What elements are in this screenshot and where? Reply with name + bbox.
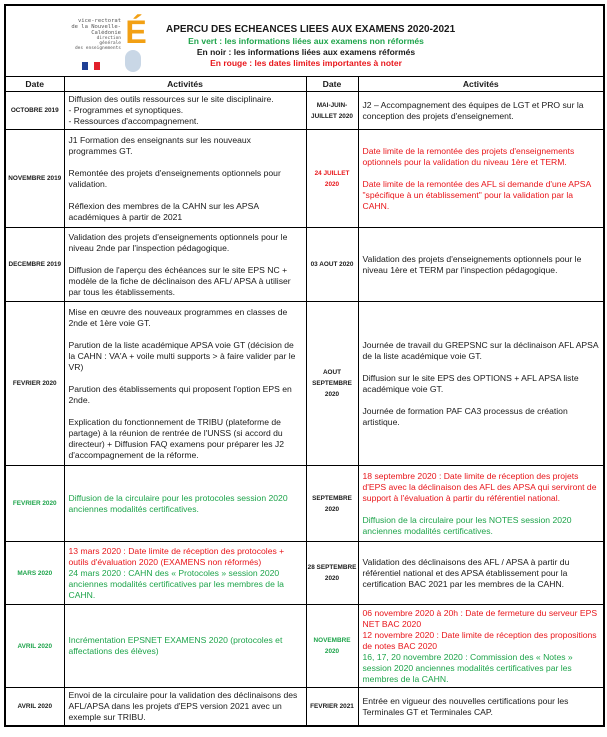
- table-row: [5, 542, 604, 605]
- activity-line: Envoi de la circulaire pour la validation des déclinaisons des AFL/APSA dans les projets d'EPS version 2021 avec un exemple sur TRIBU.: [68, 690, 298, 722]
- activity-line: Date limite de la remontée des projets d'enseignements optionnels pour la validation du niveau 1ère et TERM.: [362, 145, 575, 167]
- activity-line: Incrémentation EPSNET EXAMENS 2020 (protocoles et affectations des élèves): [68, 635, 283, 656]
- date-cell: FEVRIER 2020: [5, 302, 64, 466]
- date-cell: NOVEMBRE 2020: [306, 605, 358, 688]
- activity-paragraph: [363, 696, 600, 718]
- activities-cell: [64, 130, 306, 228]
- activity-line: 24 mars 2020 : CAHN des « Protocoles » session 2020 anciennes modalités certificatives par les membres de la CAHN.: [68, 567, 284, 600]
- document-page: [4, 4, 603, 724]
- activity-line: 13 mars 2020 : Date limite de réception des protocoles + outils d'évaluation 2020 (EXAMENS non réformés): [68, 545, 285, 567]
- title-block: [156, 24, 456, 69]
- activities-cell: [64, 302, 306, 466]
- activity-line: Date limite de la remontée des AFL si demande d'une APSA "spécifique à un établissement" pour la validation par la CAHN.: [362, 178, 591, 211]
- activity-line: 16, 17, 20 novembre 2020 : Commission des « Notes » session 2020 anciennes modalités certificatives par les membres de la CAHN.: [362, 651, 573, 684]
- activities-cell: [358, 466, 604, 542]
- activities-cell: [64, 605, 306, 688]
- activities-cell: [358, 228, 604, 302]
- activity-line: Entrée en vigueur des nouvelles certifications pour les Terminales GT et Terminales CAP.: [362, 695, 569, 717]
- date-cell: AOUT SEPTEMBRE 2020: [306, 302, 358, 466]
- activity-line: J1 Formation des enseignants sur les nouveaux programmes GT.: [68, 134, 251, 156]
- activity-line: Mise en œuvre des nouveaux programmes en classes de 2nde et 1ère voie GT.: [68, 306, 288, 328]
- vice-rectorat-logo: [50, 12, 155, 74]
- logo-line: de la Nouvelle-Calédonie: [71, 24, 121, 36]
- activities-cell: [64, 466, 306, 542]
- activity-paragraph: [69, 493, 302, 515]
- nouvelle-caledonie-emblem-icon: [125, 50, 141, 72]
- activity-paragraph: [363, 406, 600, 428]
- table-row: [5, 302, 604, 466]
- legend-black: En noir : les informations liées aux examens réformés: [196, 47, 416, 57]
- activity-line: Parution de la liste académique APSA voie GT (décision de la CAHN : VA'A + voile multi supports > à faire valider par le VR): [68, 339, 296, 372]
- activity-paragraph: [363, 630, 600, 652]
- legend-red: En rouge : les dates limites importantes à noter: [210, 58, 402, 68]
- activity-paragraph: [363, 515, 600, 537]
- table-row: [5, 130, 604, 228]
- activities-cell: [64, 228, 306, 302]
- activity-paragraph: [363, 179, 600, 212]
- logo-line: des enseignements: [74, 46, 121, 51]
- activity-paragraph: [363, 100, 600, 122]
- activity-line: Réflexion des membres de la CAHN sur les APSA académiques à partir de 2021: [68, 200, 259, 222]
- table-row: [5, 605, 604, 688]
- activities-cell: [64, 542, 306, 605]
- logo-line: vice-rectorat: [77, 18, 121, 24]
- activity-line: 06 novembre 2020 à 20h : Date de fermeture du serveur EPS NET BAC 2020: [362, 607, 598, 629]
- activity-paragraph: [69, 417, 302, 461]
- logo-line: générale: [99, 41, 121, 46]
- activities-cell: [358, 605, 604, 688]
- date-cell: 24 JUILLET 2020: [306, 130, 358, 228]
- table-body: [5, 92, 604, 727]
- activity-paragraph: [69, 265, 302, 298]
- activity-line: Diffusion de la circulaire pour les protocoles session 2020 anciennes modalités certificatives.: [68, 492, 288, 514]
- activity-paragraph: [363, 608, 600, 630]
- activity-line: Validation des projets d'enseignements optionnels pour le niveau 2nde par l'inspection pédagogique.: [68, 231, 288, 253]
- activity-paragraph: [69, 340, 302, 373]
- activity-line: Validation des projets d'enseignements optionnels pour le niveau 1ère et TERM par l'inspection pédagogique.: [362, 253, 582, 275]
- activities-cell: [64, 688, 306, 727]
- date-cell: SEPTEMBRE 2020: [306, 466, 358, 542]
- activity-line: Journée de travail du GREPSNC sur la déclinaison AFL APSA de la liste académique voie GT.: [362, 339, 599, 361]
- date-cell: DECEMBRE 2019: [5, 228, 64, 302]
- activity-paragraph: [363, 373, 600, 395]
- e-letter-logo-icon: É: [125, 14, 147, 50]
- activity-line: Explication du fonctionnement de TRIBU (plateforme de partage) à la réunion de rentrée de l'UNSS (si accord du directeur) + Diffusion FAQ examens pour préparer les J2 d'accompagnement de la réforme.: [68, 416, 285, 460]
- date-cell: NOVEMBRE 2019: [5, 130, 64, 228]
- activity-paragraph: [69, 384, 302, 406]
- french-republic-flag-icon: [82, 62, 100, 70]
- activity-paragraph: [363, 652, 600, 685]
- activity-line: Parution des établissements qui proposent l'option EPS en 2nde.: [68, 383, 292, 405]
- legend-green: En vert : les informations liées aux examens non réformés: [188, 36, 424, 46]
- page-title: APERCU DES ECHEANCES LIEES AUX EXAMENS 2020-2021: [166, 24, 456, 35]
- activity-line: Remontée des projets d'enseignements optionnels pour validation.: [68, 167, 281, 189]
- activity-paragraph: [363, 471, 600, 504]
- logo-line: direction: [96, 36, 121, 41]
- date-cell: MARS 2020: [5, 542, 64, 605]
- table-row: [5, 228, 604, 302]
- date-cell: 28 SEPTEMBRE 2020: [306, 542, 358, 605]
- activity-paragraph: [69, 168, 302, 190]
- activity-paragraph: [69, 135, 302, 157]
- column-header-activities: Activités: [64, 77, 306, 92]
- date-cell: FEVRIER 2021: [306, 688, 358, 727]
- activity-paragraph: [363, 254, 600, 276]
- table-row: [5, 688, 604, 727]
- document-header: [4, 4, 605, 76]
- column-header-date: Date: [306, 77, 358, 92]
- column-header-activities: Activités: [358, 77, 604, 92]
- schedule-table: [4, 76, 605, 727]
- table-row: [5, 92, 604, 130]
- activities-cell: [358, 542, 604, 605]
- activity-paragraph: [69, 232, 302, 254]
- date-cell: 03 AOUT 2020: [306, 228, 358, 302]
- activity-paragraph: [69, 94, 302, 127]
- activity-line: Diffusion sur le site EPS des OPTIONS + AFL APSA liste académique voie GT.: [362, 372, 579, 394]
- date-cell: FEVRIER 2020: [5, 466, 64, 542]
- column-header-date: Date: [5, 77, 64, 92]
- table-header-row: [5, 77, 604, 92]
- date-cell: AVRIL 2020: [5, 688, 64, 727]
- activities-cell: [358, 92, 604, 130]
- activity-paragraph: [363, 557, 600, 590]
- activity-paragraph: [69, 201, 302, 223]
- activity-line: J2 – Accompagnement des équipes de LGT et PRO sur la conception des projets d'enseignement.: [362, 99, 584, 121]
- activity-line: Diffusion des outils ressources sur le site disciplinaire.: [68, 94, 274, 104]
- activity-line: Diffusion de la circulaire pour les NOTES session 2020 anciennes modalités certificatives.: [362, 514, 572, 536]
- activities-cell: [358, 130, 604, 228]
- activity-paragraph: [363, 340, 600, 362]
- activities-cell: [358, 688, 604, 727]
- activity-line: 12 novembre 2020 : Date limite de réception des propositions de notes BAC 2020: [362, 629, 597, 651]
- activities-cell: [64, 92, 306, 130]
- activity-line: - Ressources d'accompagnement.: [68, 116, 199, 126]
- date-cell: OCTOBRE 2019: [5, 92, 64, 130]
- activity-line: 18 septembre 2020 : Date limite de réception des projets d'EPS avec la déclinaison des AFL des APSA qui serviront de support à l'évaluation à partir du référentiel national.: [362, 470, 597, 503]
- activity-paragraph: [363, 146, 600, 168]
- date-cell: MAI-JUIN-JUILLET 2020: [306, 92, 358, 130]
- activity-paragraph: [69, 546, 302, 568]
- activity-line: Validation des déclinaisons des AFL / APSA à partir du référentiel national et des APSA établissement pour la certification BAC 2021 par les membres de la CAHN.: [362, 556, 570, 589]
- activity-paragraph: [69, 635, 302, 657]
- activity-line: Journée de formation PAF CA3 processus de création artistique.: [362, 405, 568, 427]
- table-row: [5, 466, 604, 542]
- activity-paragraph: [69, 307, 302, 329]
- activities-cell: [358, 302, 604, 466]
- activity-line: - Programmes et synoptiques.: [68, 105, 184, 115]
- activity-line: Diffusion de l'aperçu des échéances sur le site EPS NC + modèle de la fiche de déclinaison des AFL/ APSA à utiliser par tous les établissements.: [68, 264, 291, 297]
- date-cell: AVRIL 2020: [5, 605, 64, 688]
- activity-paragraph: [69, 568, 302, 601]
- activity-paragraph: [69, 690, 302, 723]
